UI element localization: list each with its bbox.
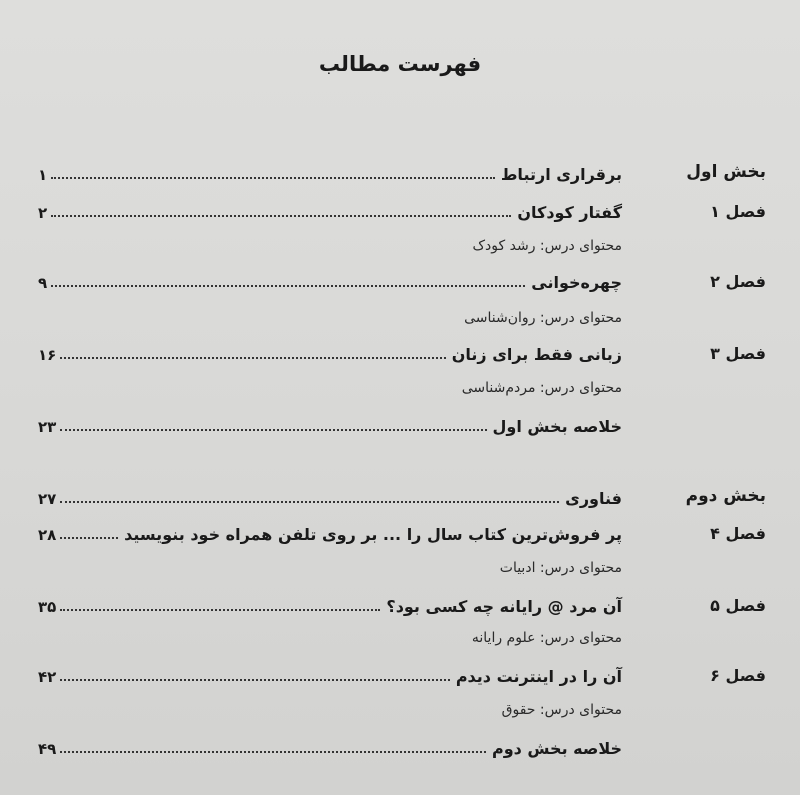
toc-entry-chapter-3[interactable] [38,340,622,364]
page-number: ۲۸ [38,526,57,544]
leader-dots [60,609,380,611]
entry-title: خلاصه بخش دوم [491,739,622,758]
page-number: ۲۳ [38,418,57,436]
chapter-2-label: فصل ۲ [710,272,766,291]
leader-dots [60,429,486,431]
entry-title: گفتار کودکان [517,203,622,222]
chapter-5-label: فصل ۵ [710,596,766,615]
chapter-5-content: محتوای درس: علوم رایانه [471,630,622,646]
entry-title: آن را در اینترنت دیدم [455,667,622,686]
page-number: ۱ [38,166,48,184]
toc-entry-summary-2[interactable] [38,734,622,758]
page-title: فهرست مطالب [318,52,482,76]
entry-title: خلاصه بخش اول [492,417,622,436]
leader-dots [51,177,495,179]
toc-entry-part-2[interactable] [38,484,622,508]
page-number: ۱۶ [38,346,57,364]
entry-title: زبانی فقط برای زنان [451,345,622,364]
toc-entry-chapter-6[interactable] [38,662,622,686]
page-number: ۲۷ [38,490,57,508]
leader-dots [60,751,486,753]
toc-entry-chapter-1[interactable] [38,198,622,222]
chapter-4-content: محتوای درس: ادبیات [499,560,622,576]
chapter-3-label: فصل ۳ [710,344,766,363]
chapter-6-content: محتوای درس: حقوق [501,702,622,718]
chapter-1-content: محتوای درس: رشد کودک [472,238,622,254]
page-number: ۹ [38,274,48,292]
chapter-6-label: فصل ۶ [710,666,766,685]
entry-title: فناوری [565,489,622,508]
leader-dots [60,357,445,359]
part-1-label: بخش اول [686,162,766,182]
leader-dots [60,679,450,681]
page-number: ۴۹ [38,740,57,758]
toc-entry-chapter-2[interactable] [38,268,622,292]
chapter-4-label: فصل ۴ [710,524,766,543]
chapter-2-content: محتوای درس: روان‌شناسی [464,310,622,326]
page-number: ۳۵ [38,598,57,616]
page-number: ۴۲ [38,668,57,686]
leader-dots [51,285,525,287]
part-2-label: بخش دوم [685,486,766,506]
entry-title: چهره‌خوانی [531,273,622,292]
entry-title: پر فروش‌ترین کتاب سال را ... بر روی تلفن همراه خود بنویسید [124,525,622,544]
leader-dots [60,537,118,539]
entry-title: آن مرد @ رایانه چه کسی بود؟ [386,597,622,616]
toc-entry-part-1[interactable] [38,160,622,184]
chapter-1-label: فصل ۱ [710,202,766,221]
chapter-3-content: محتوای درس: مردم‌شناسی [461,380,622,396]
entry-title: برقراری ارتباط [500,165,622,184]
page-number: ۲ [38,204,48,222]
toc-entry-chapter-5[interactable] [38,592,622,616]
leader-dots [51,215,511,217]
toc-entry-summary-1[interactable] [38,412,622,436]
leader-dots [60,501,559,503]
toc-entry-chapter-4[interactable] [38,520,622,544]
